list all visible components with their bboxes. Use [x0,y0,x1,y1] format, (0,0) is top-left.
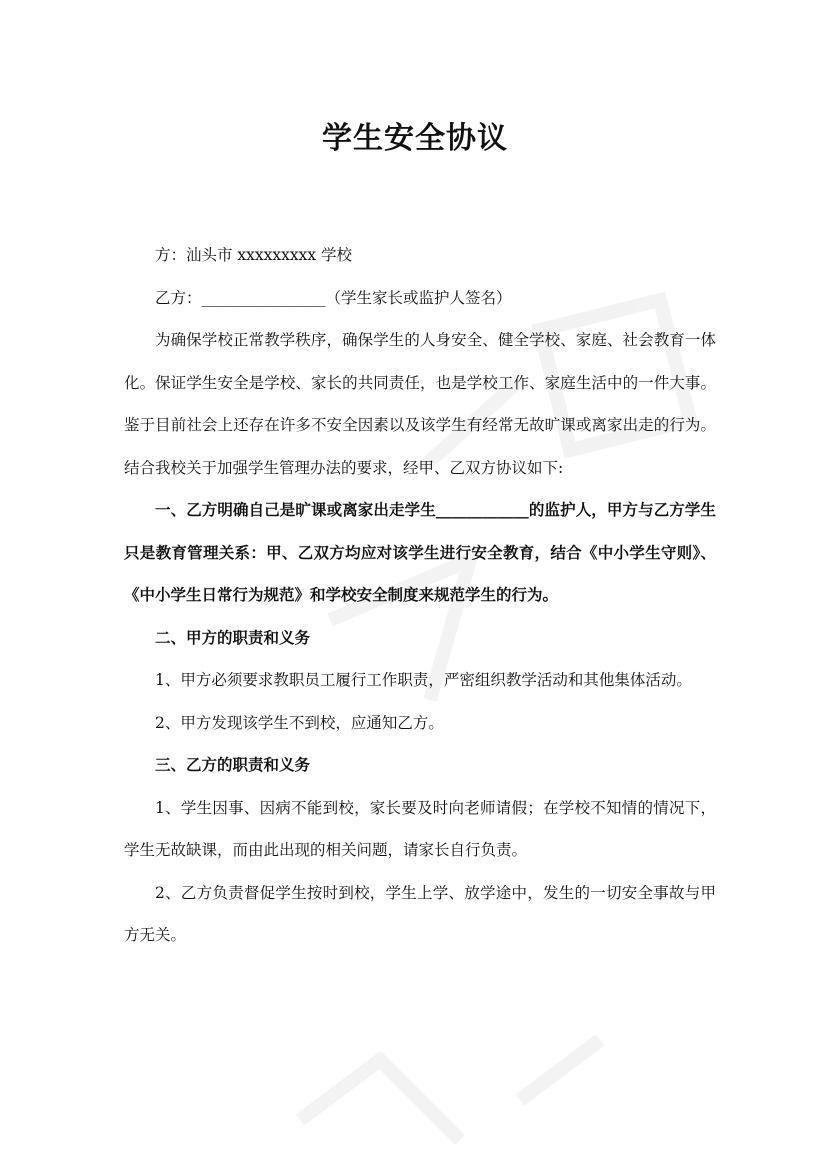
section-2-item-2: 2、甲方发现该学生不到校，应通知乙方。 [155,713,444,732]
party-a-line: 方：汕头市 xxxxxxxxx 学校 [155,246,353,264]
section-3-heading: 三、乙方的职责和义务 [155,756,311,774]
section-3-item-2: 2、乙方负责督促学生按时到校，学生上学、放学途中，发生的一切安全事故与甲方无关。 [124,883,716,944]
clause-1: 一、乙方明确自己是旷课或离家出走学生____________的监护人，甲方与乙方学生只是教育管理关系：甲、乙双方均应对该学生进行安全教育，结合《中小学生守则》、《中小学生日常行为规范》和学校安全制度来规范学生的行为。 [124,501,716,604]
party-b-line: 乙方：________________（学生家长或监护人签名） [155,288,512,307]
section-3-item-1: 1、学生因事、因病不能到校，家长要及时向老师请假；在学校不知情的情况下，学生无故缺课，而由此出现的相关问题，请家长自行负责。 [124,798,716,859]
document-body [124,234,716,957]
section-2-item-1: 1、甲方必须要求教职员工履行工作职责，严密组织教学活动和其他集体活动。 [155,671,692,689]
document-title: 学生安全协议 [322,121,508,156]
intro-paragraph: 为确保学校正常教学秩序，确保学生的人身安全、健全学校、家庭、社会教育一体化。保证学生安全是学校、家长的共同责任，也是学校工作、家庭生活中的一件大事。鉴于目前社会上还存在许多不安全因素以及该学生有经常无故旷课或离家出走的行为。结合我校关于加强学生管理办法的要求，经甲、乙双方协议如下: [124,331,716,477]
section-2-heading: 二、甲方的职责和义务 [155,628,311,647]
